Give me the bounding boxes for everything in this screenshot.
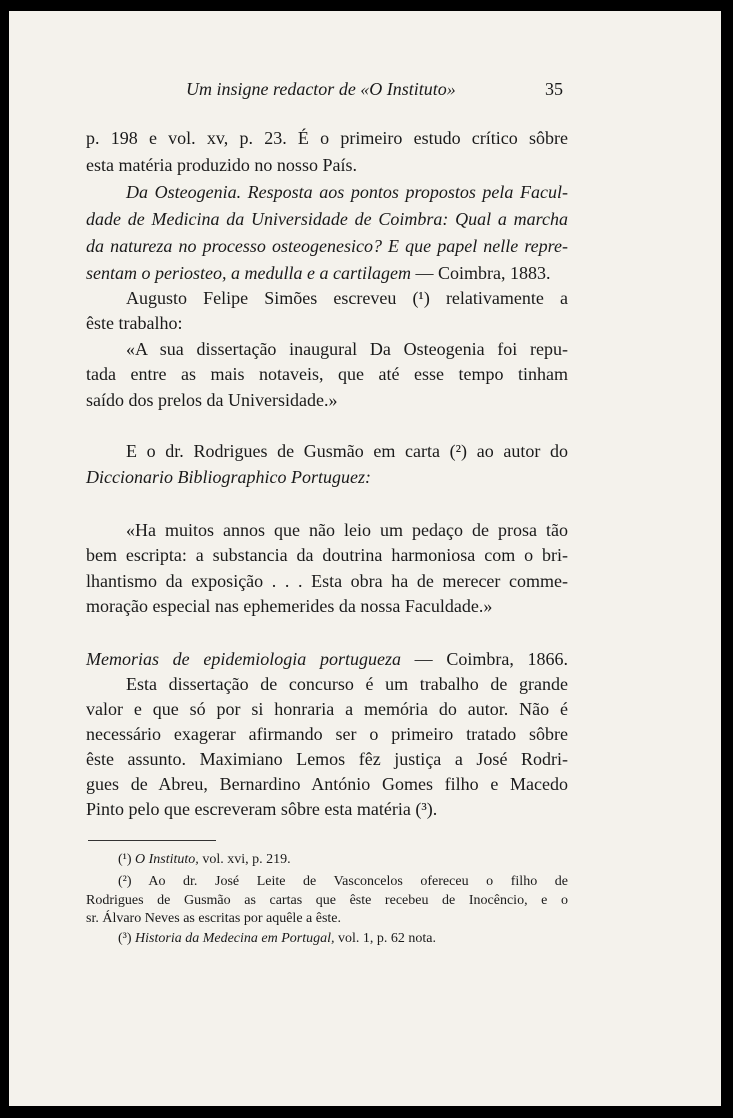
text-line: êste trabalho:: [86, 313, 183, 333]
text-line: «A sua dissertação inaugural Da Osteogenia foi repu-: [126, 339, 568, 359]
text-span: — Coimbra, 1883.: [410, 263, 551, 283]
text-line: necessário exagerar afirmando ser o primeiro tratado sôbre: [86, 724, 568, 744]
page-number: 35: [545, 79, 563, 99]
text-line: Da Osteogenia. Resposta aos pontos propostos pela Facul-: [126, 182, 568, 202]
text-line: esta matéria produzido no nosso País.: [86, 155, 357, 175]
footnote-text: vol. 1, p. 62 nota.: [334, 931, 437, 946]
text-line: Diccionario Bibliographico Portuguez:: [86, 467, 371, 487]
text-line: [86, 261, 568, 285]
scan-border-left: [0, 0, 8, 1118]
text-line: saído dos prelos da Universidade.»: [86, 390, 338, 410]
title-italic: Memorias de epidemiologia portugueza: [86, 649, 401, 669]
text-line: p. 198 e vol. xv, p. 23. É o primeiro estudo crítico sôbre: [86, 128, 568, 148]
text-line: dade de Medicina da Universidade de Coimbra: Qual a marcha: [86, 209, 568, 229]
text-line: tada entre as mais notaveis, que até esse tempo tinham: [86, 364, 568, 384]
footnote-mark: (³): [118, 931, 132, 946]
scan-border-right: [721, 0, 733, 1118]
scan-border-bottom: [0, 1106, 733, 1118]
footnote-2-line: (²) Ao dr. José Leite de Vasconcelos ofereceu o filho de: [118, 874, 568, 889]
text-line: [86, 647, 568, 671]
text-line: da natureza no processo osteogenesico? E que papel nelle repre-: [86, 236, 568, 256]
text-line: «Ha muitos annos que não leio um pedaço de prosa tão: [126, 520, 568, 540]
text-line: valor e que só por si honraria a memória do autor. Não é: [86, 699, 568, 719]
text-line: êste assunto. Maximiano Lemos fêz justiça a José Rodri-: [86, 749, 568, 769]
text-line: bem escripta: a substancia da doutrina harmoniosa com o bri-: [86, 545, 568, 565]
footnote-3: [118, 930, 568, 948]
footnote-text: vol. xvi, p. 219.: [198, 852, 291, 867]
text-line: Pinto pelo que escreveram sôbre esta matéria (³).: [86, 799, 438, 819]
footnote-mark: (¹): [118, 852, 132, 867]
text-line: Esta dissertação de concurso é um trabalho de grande: [126, 674, 568, 694]
text-line: Augusto Felipe Simões escreveu (¹) relativamente a: [126, 288, 568, 308]
text-line: E o dr. Rodrigues de Gusmão em carta (²) ao autor do: [126, 441, 568, 461]
page-header: [0, 79, 733, 105]
text-line: moração especial nas ephemerides da nossa Faculdade.»: [86, 596, 493, 616]
footnote-rule: [88, 840, 216, 841]
running-head: Um insigne redactor de «O Instituto»: [186, 79, 456, 99]
text-line: gues de Abreu, Bernardino António Gomes filho e Macedo: [86, 774, 568, 794]
footnote-2-line: sr. Álvaro Neves as escritas por aquêle a êste.: [86, 911, 342, 926]
footnote-title: O Instituto,: [135, 852, 199, 867]
text-span: — Coimbra, 1866.: [400, 649, 568, 669]
footnote-title: Historia da Medecina em Portugal,: [135, 931, 335, 946]
title-italic: sentam o periosteo, a medulla e a cartilagem: [86, 263, 411, 283]
footnote-2-line: Rodrigues de Gusmão as cartas que êste recebeu de Inocêncio, e o: [86, 893, 568, 908]
footnote-1: [118, 851, 568, 869]
text-line: lhantismo da exposição . . . Esta obra ha de merecer comme-: [86, 571, 568, 591]
scan-border-top: [0, 0, 733, 10]
